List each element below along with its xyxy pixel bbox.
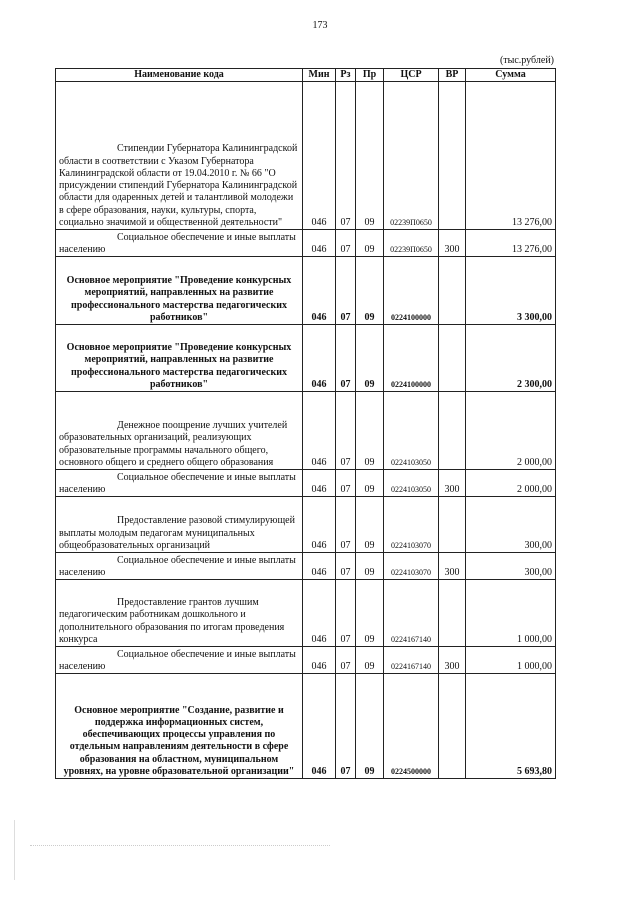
- row-rz: 07: [336, 580, 356, 647]
- row-pr: 09: [356, 470, 384, 497]
- row-pr: 09: [356, 553, 384, 580]
- table-row: [56, 470, 556, 497]
- row-pr: 09: [356, 580, 384, 647]
- table-row: [56, 647, 556, 674]
- row-vr: [439, 497, 466, 553]
- row-name: Основное мероприятие "Проведение конкурсных мероприятий, направленных на развитие профессионального мастерства педагогических работников": [56, 325, 303, 392]
- row-name: Стипендии Губернатора Калининградской области в соответствии с Указом Губернатора Калининградской области от 19.04.2010 г. № 66 "О присуждении стипендий Губернатора Калининградской области для одаренных детей и талантливой молодежи в сфере образования, науки, культуры, спорта, социально значимой и общественной деятельности": [56, 82, 303, 230]
- row-vr: 300: [439, 553, 466, 580]
- row-rz: 07: [336, 230, 356, 257]
- row-sum: 13 276,00: [466, 230, 556, 257]
- row-min: 046: [303, 580, 336, 647]
- row-pr: 09: [356, 497, 384, 553]
- row-csr: 0224167140: [384, 647, 439, 674]
- row-sum: 5 693,80: [466, 674, 556, 779]
- row-pr: 09: [356, 325, 384, 392]
- table-row: [56, 82, 556, 230]
- table-row: [56, 580, 556, 647]
- row-csr: 0224103050: [384, 470, 439, 497]
- row-pr: 09: [356, 392, 384, 470]
- header-vr: ВР: [439, 69, 466, 82]
- row-sum: 2 000,00: [466, 470, 556, 497]
- header-sum: Сумма: [466, 69, 556, 82]
- row-vr: [439, 325, 466, 392]
- row-name: Предоставление грантов лучшим педагогическим работникам дошкольного и дополнительного образования по итогам проведения конкурса: [56, 580, 303, 647]
- row-vr: 300: [439, 230, 466, 257]
- row-rz: 07: [336, 257, 356, 325]
- row-csr: 0224500000: [384, 674, 439, 779]
- row-min: 046: [303, 392, 336, 470]
- row-name: Социальное обеспечение и иные выплаты населению: [56, 553, 303, 580]
- row-sum: 2 000,00: [466, 392, 556, 470]
- row-rz: 07: [336, 674, 356, 779]
- row-vr: [439, 580, 466, 647]
- row-vr: [439, 674, 466, 779]
- row-min: 046: [303, 257, 336, 325]
- header-min: Мин: [303, 69, 336, 82]
- table-row: [56, 392, 556, 470]
- row-pr: 09: [356, 82, 384, 230]
- header-csr: ЦСР: [384, 69, 439, 82]
- row-pr: 09: [356, 257, 384, 325]
- row-name: Социальное обеспечение и иные выплаты населению: [56, 647, 303, 674]
- row-name: Денежное поощрение лучших учителей образовательных организаций, реализующих образовательные программы начального общего, основного общего и среднего общего образования: [56, 392, 303, 470]
- row-sum: 1 000,00: [466, 647, 556, 674]
- row-sum: 300,00: [466, 497, 556, 553]
- row-vr: 300: [439, 647, 466, 674]
- row-min: 046: [303, 230, 336, 257]
- row-csr: 0224103070: [384, 553, 439, 580]
- row-min: 046: [303, 470, 336, 497]
- header-pr: Пр: [356, 69, 384, 82]
- row-sum: 300,00: [466, 553, 556, 580]
- row-min: 046: [303, 674, 336, 779]
- row-csr: 0224100000: [384, 325, 439, 392]
- row-name: Основное мероприятие "Проведение конкурсных мероприятий, направленных на развитие профессионального мастерства педагогических работников": [56, 257, 303, 325]
- scan-noise-line: [30, 845, 330, 847]
- header-name: Наименование кода: [56, 69, 303, 82]
- row-rz: 07: [336, 325, 356, 392]
- row-csr: 0224103050: [384, 392, 439, 470]
- row-min: 046: [303, 647, 336, 674]
- table-row: [56, 325, 556, 392]
- page-number: 173: [312, 20, 328, 31]
- row-name: Предоставление разовой стимулирующей выплаты молодым педагогам муниципальных общеобразовательных организаций: [56, 497, 303, 553]
- row-name: Социальное обеспечение и иные выплаты населению: [56, 470, 303, 497]
- row-rz: 07: [336, 392, 356, 470]
- table-row: [56, 257, 556, 325]
- row-min: 046: [303, 82, 336, 230]
- row-sum: 3 300,00: [466, 257, 556, 325]
- row-rz: 07: [336, 82, 356, 230]
- table-row: [56, 553, 556, 580]
- header-rz: Рз: [336, 69, 356, 82]
- row-min: 046: [303, 497, 336, 553]
- row-csr: 02239П0650: [384, 230, 439, 257]
- row-rz: 07: [336, 553, 356, 580]
- row-csr: 02239П0650: [384, 82, 439, 230]
- row-vr: [439, 392, 466, 470]
- row-pr: 09: [356, 230, 384, 257]
- row-name: Основное мероприятие "Создание, развитие и поддержка информационных систем, обеспечивающих процессы управления по отдельным направлениям деятельности в сфере образования на областном, муниципальном уровнях, на уровне образовательной организации": [56, 674, 303, 779]
- row-sum: 2 300,00: [466, 325, 556, 392]
- row-vr: 300: [439, 470, 466, 497]
- row-csr: 0224100000: [384, 257, 439, 325]
- units-label: (тыс.рублей): [499, 55, 554, 66]
- row-vr: [439, 82, 466, 230]
- row-name: Социальное обеспечение и иные выплаты населению: [56, 230, 303, 257]
- table-header-row: [56, 69, 556, 82]
- row-pr: 09: [356, 674, 384, 779]
- row-rz: 07: [336, 647, 356, 674]
- budget-table: [55, 68, 556, 779]
- row-csr: 0224167140: [384, 580, 439, 647]
- table-row: [56, 674, 556, 779]
- row-rz: 07: [336, 470, 356, 497]
- row-vr: [439, 257, 466, 325]
- row-csr: 0224103070: [384, 497, 439, 553]
- row-sum: 13 276,00: [466, 82, 556, 230]
- row-min: 046: [303, 553, 336, 580]
- row-sum: 1 000,00: [466, 580, 556, 647]
- row-min: 046: [303, 325, 336, 392]
- row-rz: 07: [336, 497, 356, 553]
- scan-margin-line: [14, 820, 15, 880]
- row-pr: 09: [356, 647, 384, 674]
- table-row: [56, 230, 556, 257]
- table-row: [56, 497, 556, 553]
